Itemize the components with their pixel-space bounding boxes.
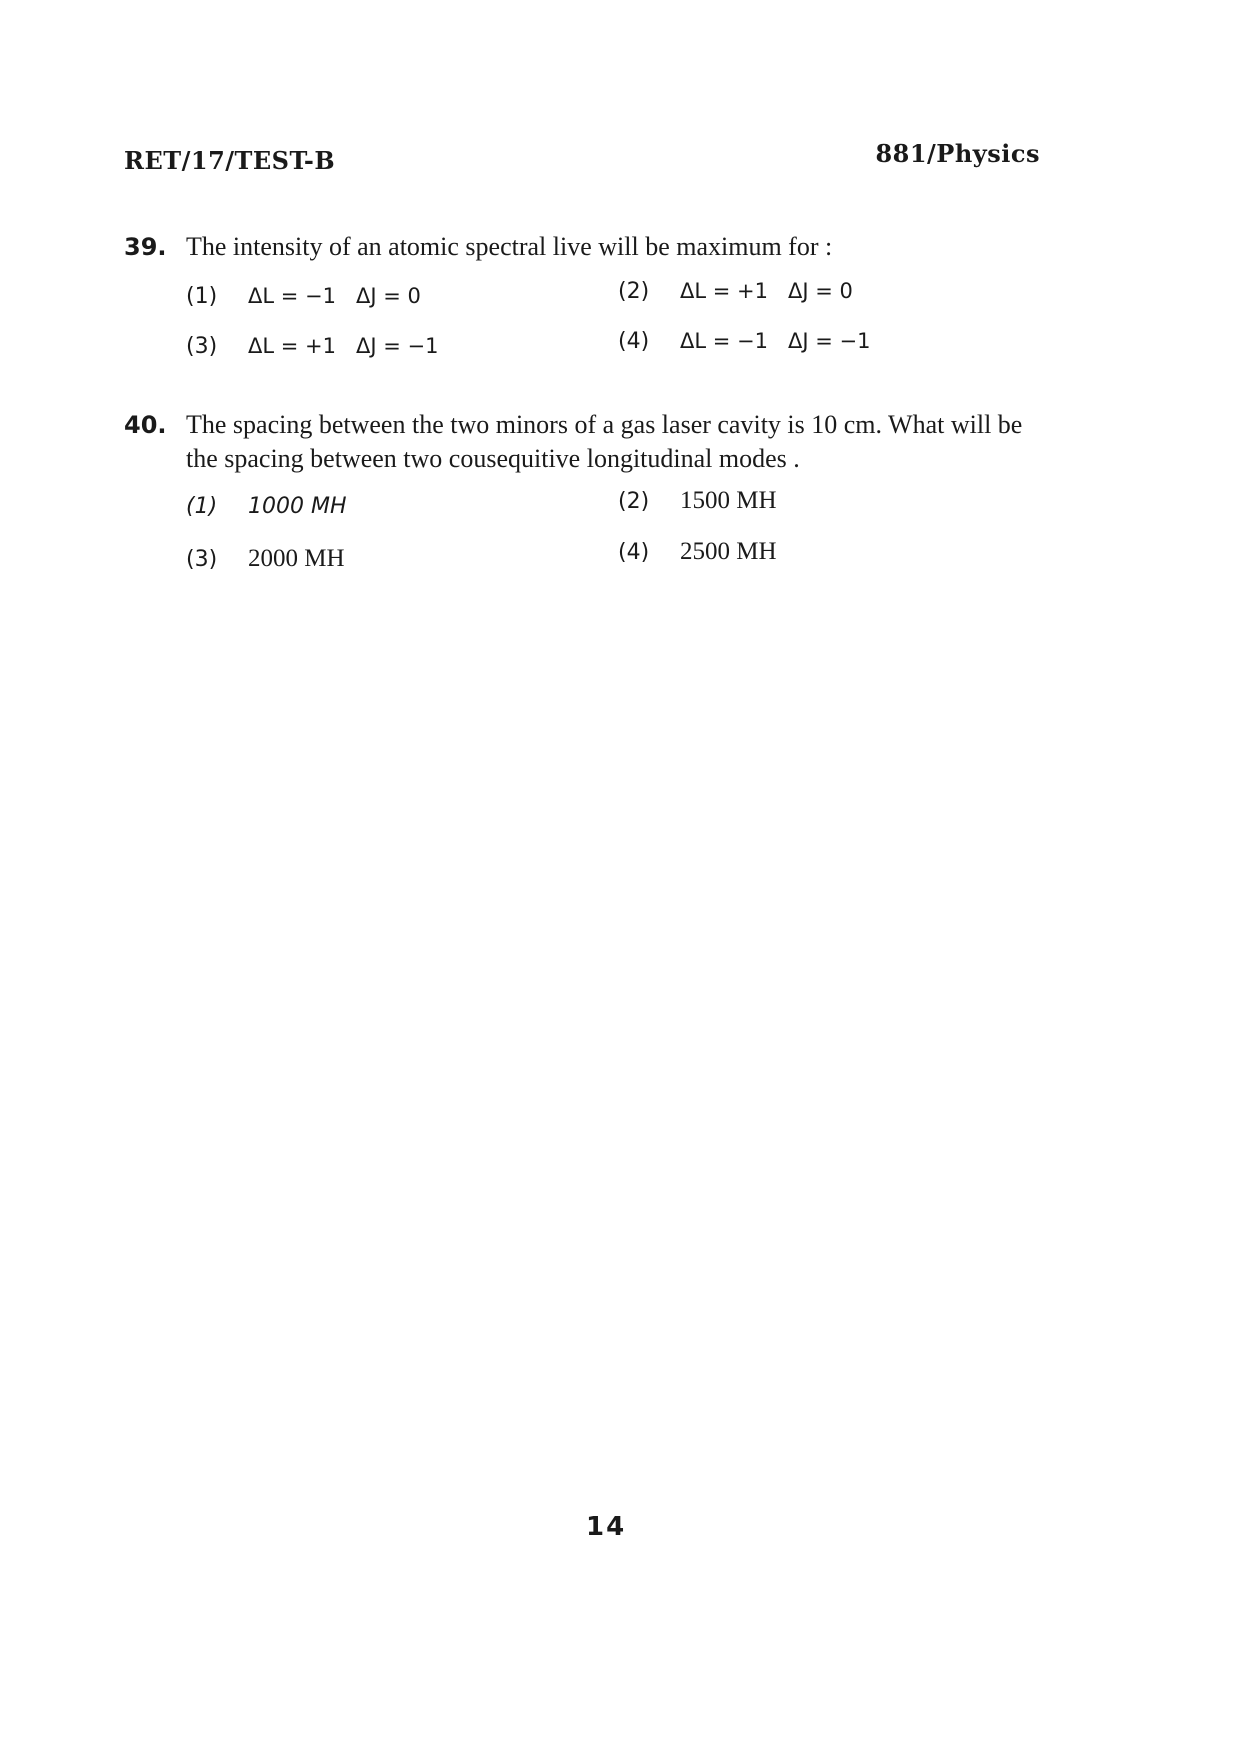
option-40-4[interactable] (618, 538, 777, 566)
option-text: 1000 MH (248, 494, 347, 519)
option-number: (4) (618, 540, 650, 565)
question-number: 39. (124, 233, 167, 261)
option-number: (1) (186, 494, 218, 519)
question-text: The intensity of an atomic spectral live will be maximum for : (186, 232, 833, 261)
option-text: ΔL = −1 ΔJ = −1 (680, 329, 871, 353)
option-text: ΔL = +1 ΔJ = −1 (248, 334, 439, 358)
option-number: (2) (618, 279, 650, 304)
option-number: (4) (618, 329, 650, 354)
option-39-3[interactable] (186, 333, 438, 360)
option-40-3[interactable] (186, 545, 345, 573)
option-text: 2500 MH (680, 538, 777, 565)
option-40-1[interactable] (186, 493, 347, 520)
paper-subject: 881/Physics (875, 139, 1040, 168)
option-40-2[interactable] (618, 487, 777, 515)
option-number: (3) (186, 547, 218, 572)
option-text: 1500 MH (680, 487, 777, 514)
option-text: ΔL = +1 ΔJ = 0 (680, 279, 853, 303)
option-number: (3) (186, 334, 218, 359)
option-text: 2000 MH (248, 545, 345, 572)
option-number: (2) (618, 489, 650, 514)
question-number: 40. (124, 411, 167, 439)
option-text: ΔL = −1 ΔJ = 0 (248, 284, 421, 308)
option-39-1[interactable] (186, 283, 421, 310)
option-39-4[interactable] (618, 328, 870, 355)
option-number: (1) (186, 284, 218, 309)
option-39-2[interactable] (618, 278, 853, 305)
page-number: 14 (586, 1512, 627, 1542)
question-text: The spacing between the two minors of a gas laser cavity is 10 cm. What will be the spacing between two cousequitive longitudinal modes . (186, 410, 1023, 473)
paper-code: RET/17/TEST-B (124, 146, 336, 175)
